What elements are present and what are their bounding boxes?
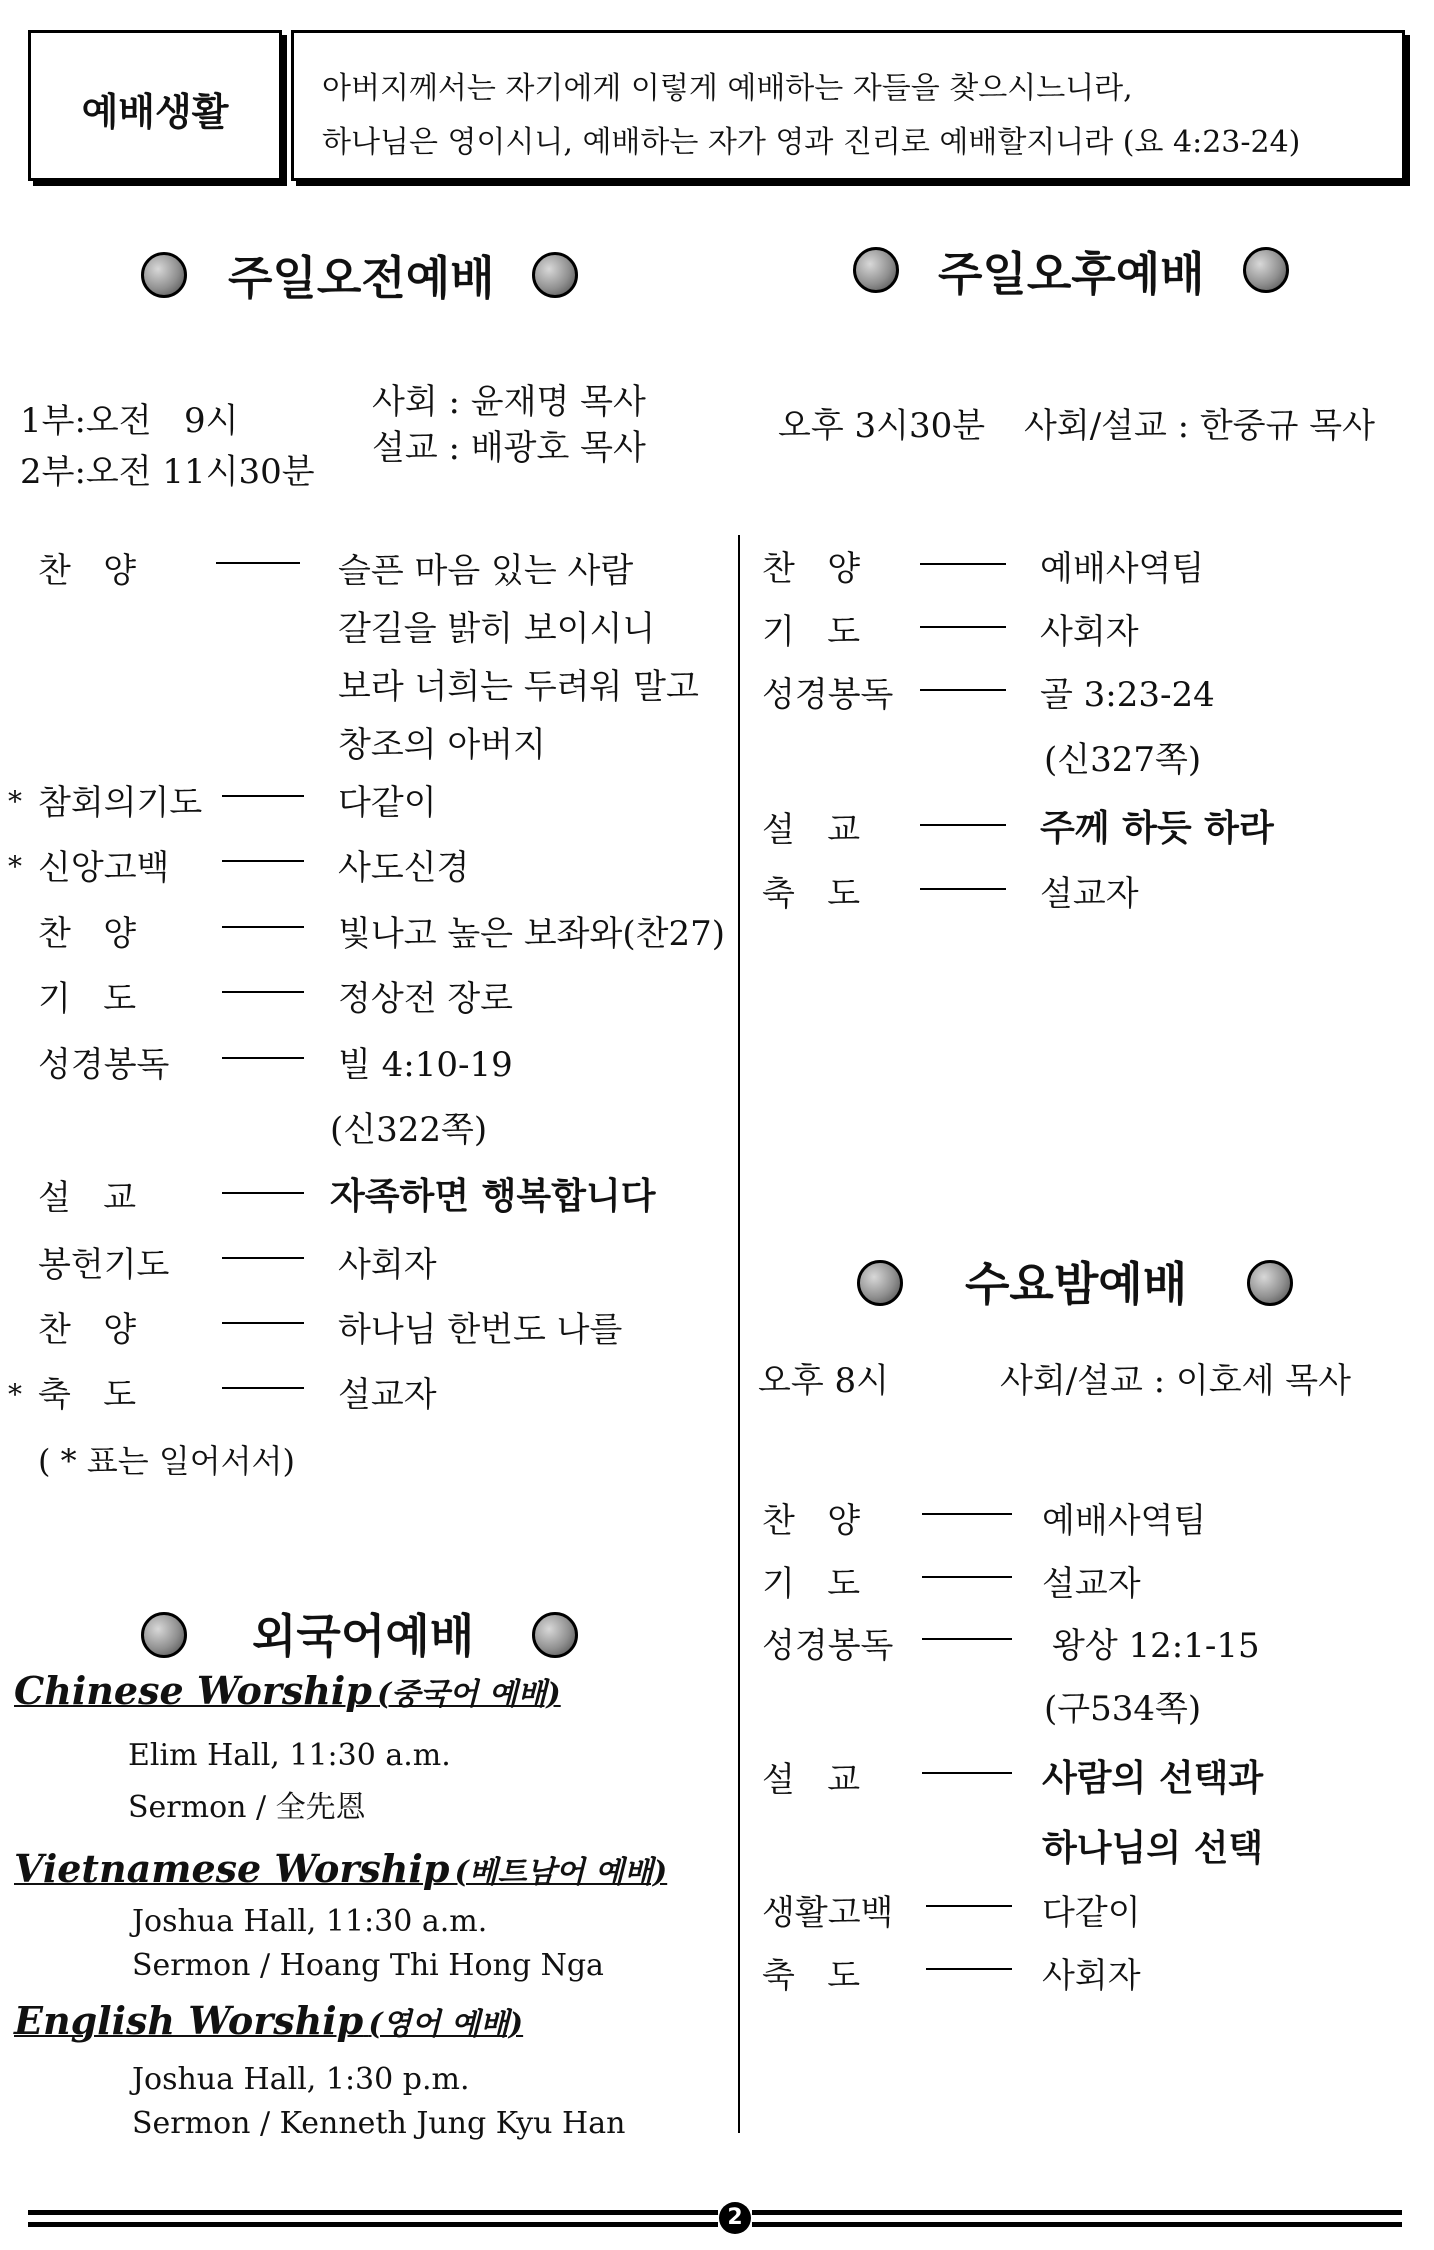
dash-line: [222, 1257, 304, 1259]
dash-line: [222, 1322, 304, 1324]
morning-preacher: 설교 : 배광호 목사: [372, 428, 646, 468]
bullet-icon: [141, 252, 187, 298]
order-value: 사회자: [1040, 612, 1139, 652]
order-value: 빌 4:10-19: [338, 1045, 513, 1085]
verse-line-1: 아버지께서는 자기에게 이렇게 예배하는 자들을 찾으시느니라,: [322, 71, 1133, 106]
english-worship-title-ko: (영어 예배): [368, 2007, 524, 2042]
order-value: 다같이: [338, 783, 437, 823]
wednesday-leader: 사회/설교 : 이호세 목사: [1000, 1361, 1351, 1401]
order-value: 골 3:23-24: [1040, 675, 1215, 715]
standing-note: ( * 표는 일어서서): [38, 1442, 295, 1480]
chinese-worship-heading: [14, 1668, 561, 1713]
dash-line: [222, 1057, 304, 1059]
english-worship-heading: [14, 1998, 523, 2043]
header-verse-box: [291, 30, 1405, 181]
order-label: 축 도: [38, 1375, 137, 1415]
order-label: 설 교: [762, 1760, 861, 1800]
dash-line: [920, 626, 1006, 628]
order-value: (신327쪽): [1044, 740, 1202, 780]
vietnamese-place: Joshua Hall, 11:30 a.m.: [132, 1904, 488, 1939]
column-divider: [738, 535, 740, 2133]
order-value: 왕상 12:1-15: [1052, 1626, 1260, 1666]
order-label: 생활고백: [762, 1893, 894, 1933]
vietnamese-worship-title: Vietnamese Worship: [14, 1846, 450, 1891]
order-value: 예배사역팀: [1042, 1501, 1207, 1541]
order-value: 설교자: [1040, 874, 1139, 914]
dash-line: [222, 991, 304, 993]
english-sermon: Sermon / Kenneth Jung Kyu Han: [132, 2106, 626, 2141]
order-label: 성경봉독: [762, 1626, 894, 1666]
vietnamese-worship-heading: [14, 1846, 667, 1891]
chinese-place: Elim Hall, 11:30 a.m.: [128, 1738, 451, 1773]
bullet-icon: [141, 1612, 187, 1658]
chinese-sermon: Sermon / 全先恩: [128, 1790, 366, 1825]
dash-line: [222, 1387, 304, 1389]
sermon-title: 사람의 선택과: [1042, 1758, 1264, 1799]
order-value: 슬픈 마음 있는 사람: [338, 551, 634, 591]
sermon-title: 하나님의 선택: [1042, 1828, 1264, 1869]
dash-line: [222, 860, 304, 862]
morning-title: 주일오전예배: [228, 251, 495, 305]
dash-line: [216, 562, 300, 564]
order-label: 축 도: [762, 874, 861, 914]
standing-mark: *: [8, 850, 22, 883]
order-label: 신앙고백: [38, 848, 170, 888]
sermon-title: 자족하면 행복합니다: [330, 1176, 656, 1217]
order-value: 예배사역팀: [1040, 549, 1205, 589]
order-value: 설교자: [1042, 1564, 1141, 1604]
bullet-icon: [1243, 247, 1289, 293]
footer-line-right: [752, 2222, 1402, 2227]
sermon-title: 주께 하듯 하라: [1040, 808, 1274, 849]
english-place: Joshua Hall, 1:30 p.m.: [132, 2062, 470, 2097]
dash-line: [920, 563, 1006, 565]
footer-line-left: [28, 2210, 718, 2215]
order-label: 기 도: [762, 1564, 861, 1604]
order-value: 다같이: [1042, 1893, 1141, 1933]
footer-line-left: [28, 2222, 718, 2227]
order-value: 설교자: [338, 1375, 437, 1415]
order-label: 설 교: [762, 810, 861, 850]
vietnamese-worship-title-ko: (베트남어 예배): [454, 1855, 668, 1890]
order-value: 사회자: [338, 1245, 437, 1285]
order-value: (신322쪽): [330, 1110, 488, 1150]
bullet-icon: [1247, 1260, 1293, 1306]
dash-line: [920, 824, 1006, 826]
dash-line: [920, 689, 1006, 691]
dash-line: [222, 1192, 304, 1194]
header-label-box: [28, 30, 282, 181]
order-label: 참회의기도: [38, 783, 203, 823]
order-label: 기 도: [762, 612, 861, 652]
dash-line: [920, 888, 1006, 890]
order-value: 하나님 한번도 나를: [338, 1310, 623, 1350]
foreign-title: 외국어예배: [252, 1609, 475, 1663]
afternoon-time: 오후 3시30분: [778, 406, 986, 446]
chinese-worship-title-ko: (중국어 예배): [376, 1677, 561, 1712]
chinese-worship-title: Chinese Worship: [14, 1668, 372, 1713]
header-label: 예배생활: [81, 90, 229, 134]
standing-mark: *: [8, 785, 22, 818]
order-label: 찬 양: [38, 551, 137, 591]
dash-line: [922, 1513, 1012, 1515]
bullet-icon: [857, 1260, 903, 1306]
order-label: 기 도: [38, 979, 137, 1019]
order-label: 설 교: [38, 1178, 137, 1218]
dash-line: [926, 1905, 1012, 1907]
afternoon-title: 주일오후예배: [938, 247, 1205, 301]
order-value: 빛나고 높은 보좌와(찬27): [338, 914, 726, 954]
page-number: 2: [727, 2205, 743, 2230]
wednesday-time: 오후 8시: [758, 1361, 889, 1401]
afternoon-leader: 사회/설교 : 한중규 목사: [1024, 406, 1375, 446]
dash-line: [922, 1576, 1012, 1578]
morning-leader: 사회 : 윤재명 목사: [372, 382, 646, 422]
english-worship-title: English Worship: [14, 1998, 364, 2043]
order-value: 사회자: [1042, 1956, 1141, 1996]
bullet-icon: [853, 247, 899, 293]
order-value: 창조의 아버지: [338, 725, 546, 765]
morning-time-2: 2부:오전 11시30분: [20, 452, 315, 492]
order-value: 보라 너희는 두려워 말고: [338, 667, 699, 707]
page-number-badge: [719, 2202, 751, 2234]
order-value: 사도신경: [338, 848, 470, 888]
order-label: 찬 양: [762, 1501, 861, 1541]
order-label: 축 도: [762, 1956, 861, 1996]
dash-line: [922, 1638, 1012, 1640]
morning-time-1: 1부:오전 9시: [20, 401, 239, 441]
wednesday-title: 수요밤예배: [965, 1257, 1188, 1311]
dash-line: [926, 1968, 1012, 1970]
order-label: 찬 양: [38, 914, 137, 954]
order-label: 찬 양: [762, 549, 861, 589]
dash-line: [922, 1772, 1012, 1774]
order-label: 성경봉독: [38, 1045, 170, 1085]
order-label: 성경봉독: [762, 675, 894, 715]
bullet-icon: [532, 252, 578, 298]
order-value: 갈길을 밝히 보이시니: [338, 609, 656, 649]
standing-mark: *: [8, 1378, 22, 1411]
order-value: (구534쪽): [1044, 1689, 1202, 1729]
order-value: 정상전 장로: [338, 979, 514, 1019]
verse-line-2: 하나님은 영이시니, 예배하는 자가 영과 진리로 예배할지니라 (요 4:23-24): [322, 125, 1301, 160]
dash-line: [222, 926, 304, 928]
vietnamese-sermon: Sermon / Hoang Thi Hong Nga: [132, 1948, 604, 1983]
order-label: 찬 양: [38, 1310, 137, 1350]
dash-line: [222, 795, 304, 797]
order-label: 봉헌기도: [38, 1245, 170, 1285]
bullet-icon: [532, 1612, 578, 1658]
footer-line-right: [752, 2210, 1402, 2215]
